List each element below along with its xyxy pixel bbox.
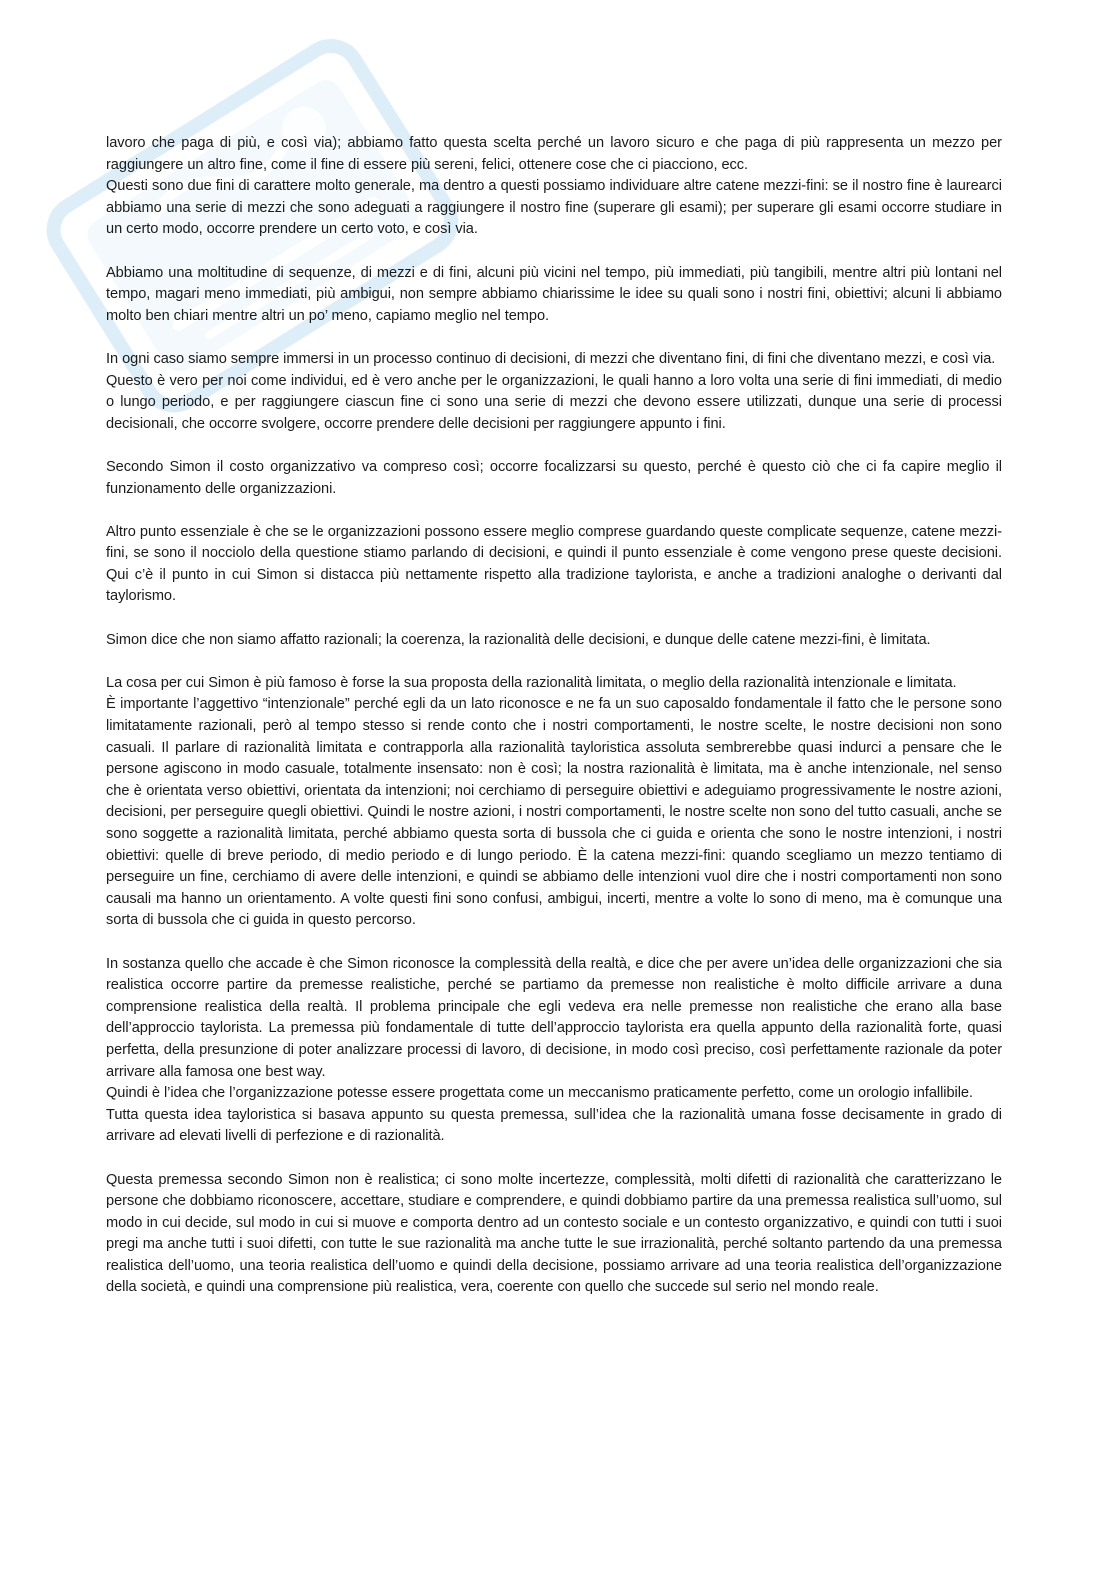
paragraph-9: La cosa per cui Simon è più famoso è forse la sua proposta della razionalità limitata, o meglio della razionalità intenzionale e limitata. bbox=[106, 674, 957, 691]
paragraph-11: In sostanza quello che accade è che Simon riconosce la complessità della realtà, e dice che per avere un’idea delle organizzazioni che sia realistica occorre partire da premesse realistiche, perché se partiamo da premesse non realistiche è molto difficile arrivare a duna comprensione realistica della realtà. Il problema principale che egli vedeva era nelle premesse non realistiche che erano alla base dell’approccio taylorista. La premessa più fondamentale di tutte dell’approccio taylorista era quella appunto della razionalità forte, quasi perfetta, della presunzione di poter analizzare processi di lavoro, di decisione, in modo così preciso, così perfettamente razionale da poter arrivare alla famosa one best way. bbox=[106, 955, 1002, 1080]
paragraph-2: Questi sono due fini di carattere molto generale, ma dentro a questi possiamo individuare altre catene mezzi-fini: se il nostro fine è laurearci abbiamo una serie di mezzi che sono adeguati a raggiungere il nostro fine (superare gli esami); per superare gli esami occorre studiare in un certo modo, occorre prendere un certo voto, e così via. bbox=[106, 178, 1002, 238]
paragraph-6: Secondo Simon il costo organizzativo va compreso così; occorre focalizzarsi su questo, perché è questo ciò che ci fa capire meglio il funzionamento delle organizzazioni. bbox=[106, 458, 1002, 497]
paragraph-1: lavoro che paga di più, e così via); abbiamo fatto questa scelta perché un lavoro sicuro e che paga di più rappresenta un mezzo per raggiungere un altro fine, come il fine di essere più sereni, felici, ottenere cose che ci piacciono, ecc. bbox=[106, 135, 1002, 173]
paragraph-3: Abbiamo una moltitudine di sequenze, di mezzi e di fini, alcuni più vicini nel tempo, più immediati, più tangibili, mentre altri più lontani nel tempo, magari meno immediati, più ambigui, non sempre abbiamo chiarissime le idee su quali sono i nostri fini, obiettivi; alcuni li abbiamo molto ben chiari mentre altri un po’ meno, capiamo meglio nel tempo. bbox=[106, 264, 1002, 324]
document-page bbox=[106, 133, 1002, 1299]
paragraph-10: È importante l’aggettivo “intenzionale” perché egli da un lato riconosce e ne fa un suo caposaldo fondamentale il fatto che le persone sono limitatamente razionali, però al tempo stesso si rende conto che i nostri comportamenti, le nostre scelte, le nostre decisioni non sono casuali. Il parlare di razionalità limitata e contrapporla alla razionalità tayloristica assoluta sembrerebbe quasi indurci a pensare che le persone agiscono in modo casuale, totalmente insensato: non è così; la nostra razionalità è limitata, ma è anche intenzionale, nel senso che è orientata verso obiettivi, orientata da intenzioni; noi cerchiamo di perseguire obiettivi e adeguiamo progressivamente le nostre azioni, decisioni, per perseguire quegli obiettivi. Quindi le nostre azioni, i nostri comportamenti, le nostre scelte non sono del tutto casuali, anche se sono soggette a razionalità limitata, perché abbiamo questa sorta di bussola che ci guida e orienta che sono le nostre intenzioni, i nostri obiettivi: quelle di breve periodo, di medio periodo e di lungo periodo. È la catena mezzi-fini: quando scegliamo un mezzo tentiamo di perseguire un fine, cerchiamo di avere delle intenzioni, e quindi se abbiamo delle intenzioni vuol dire che i nostri comportamenti non sono causali ma hanno un orientamento. A volte questi fini sono confusi, ambigui, incerti, mentre a volte lo sono di meno, ma è comunque una sorta di bussola che ci guida in questo percorso. bbox=[106, 696, 1002, 929]
paragraph-5: Questo è vero per noi come individui, ed è vero anche per le organizzazioni, le quali hanno a loro volta una serie di fini immediati, di medio o lungo periodo, e per raggiungere ciascun fine ci sono una serie di mezzi che devono essere utilizzati, dunque una serie di processi decisionali, che occorre svolgere, occorre prendere delle decisioni per raggiungere appunto i fini. bbox=[106, 372, 1002, 432]
paragraph-4: In ogni caso siamo sempre immersi in un processo continuo di decisioni, di mezzi che diventano fini, di fini che diventano mezzi, e così via. bbox=[106, 350, 996, 367]
paragraph-12: Quindi è l’idea che l’organizzazione potesse essere progettata come un meccanismo praticamente perfetto, come un orologio infallibile. bbox=[106, 1085, 973, 1102]
paragraph-13: Tutta questa idea tayloristica si basava appunto su questa premessa, sull’idea che la razionalità umana fosse decisamente in grado di arrivare ad elevati livelli di perfezione e di razionalità. bbox=[106, 1106, 1002, 1145]
paragraph-8: Simon dice che non siamo affatto razionali; la coerenza, la razionalità delle decisioni, e dunque delle catene mezzi-fini, è limitata. bbox=[106, 631, 931, 648]
paragraph-7: Altro punto essenziale è che se le organizzazioni possono essere meglio comprese guardando queste complicate sequenze, catene mezzi-fini, se sono il nocciolo della questione stiamo parlando di decisioni, e quindi il punto essenziale è come vengono prese queste decisioni. Qui c’è il punto in cui Simon si distacca più nettamente rispetto alla tradizione taylorista, e anche a tradizioni analoghe o derivanti dal taylorismo. bbox=[106, 523, 1002, 605]
paragraph-14: Questa premessa secondo Simon non è realistica; ci sono molte incertezze, complessità, molti difetti di razionalità che caratterizzano le persone che dobbiamo riconoscere, accettare, studiare e comprendere, e quindi dobbiamo partire da una premessa realistica sull’uomo, sul modo in cui decide, sul modo in cui si muove e comporta dentro ad un contesto sociale e un contesto organizzativo, e quindi con tutti i suoi pregi ma anche tutti i suoi difetti, con tutte le sue razionalità ma anche tutte le sue irrazionalità, perché soltanto partendo da una premessa realistica dell’uomo, una teoria realistica dell’uomo e quindi della decisione, possiamo arrivare ad una teoria realistica dell’organizzazione della società, e quindi una comprensione più realistica, vera, coerente con quello che succede sul serio nel mondo reale. bbox=[106, 1171, 1002, 1296]
